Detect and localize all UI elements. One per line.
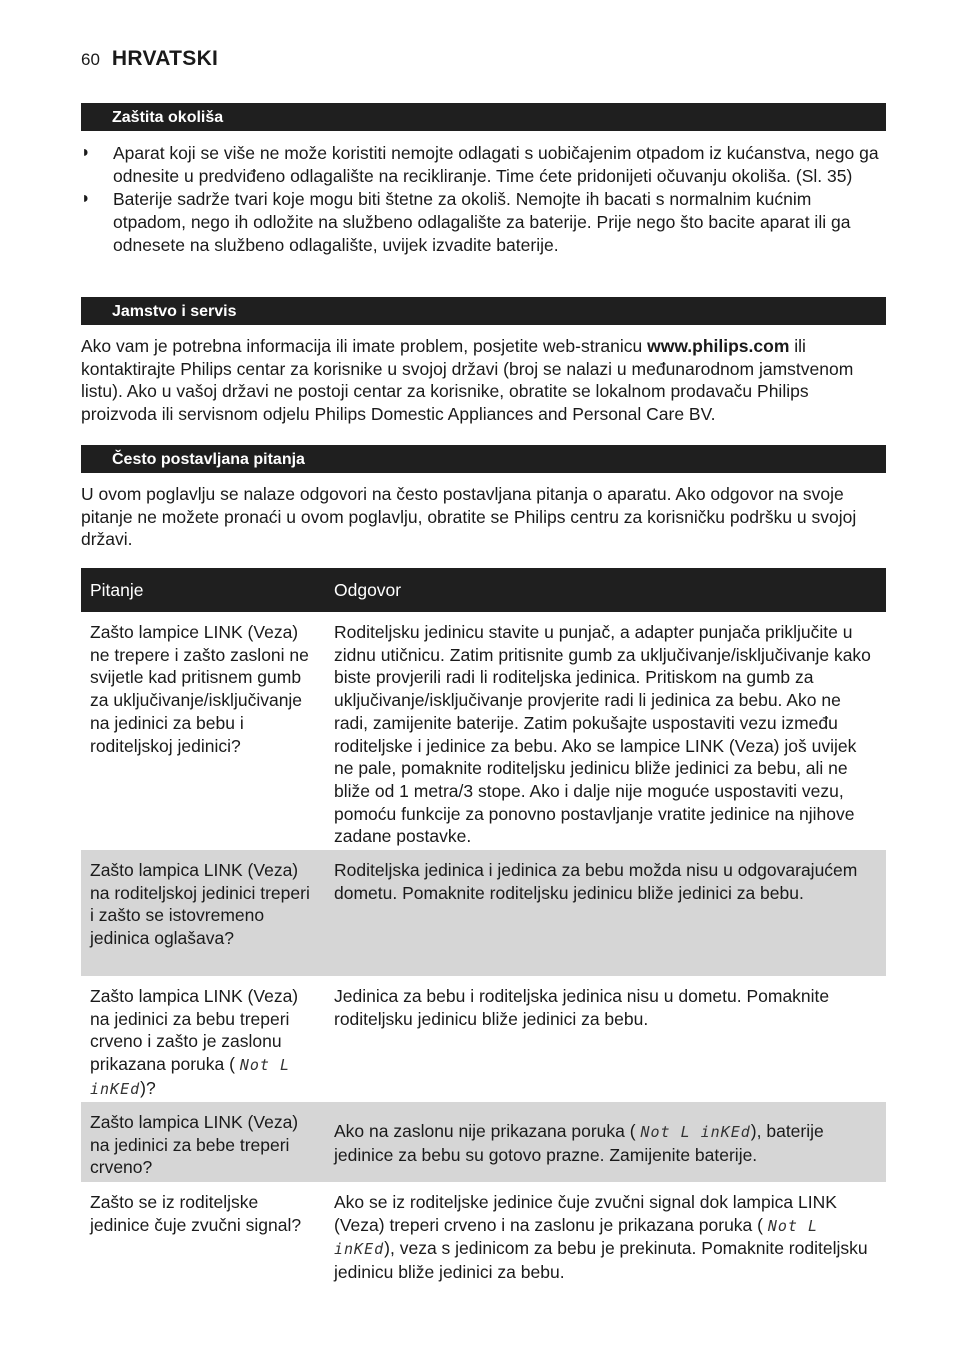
table-row [81, 1182, 886, 1282]
faq-question-text-end: )? [140, 1077, 156, 1098]
faq-question [81, 976, 326, 1102]
warranty-text-before: Ako vam je potrebna informacija ili imate problem, posjetite web-stranicu [81, 336, 648, 356]
faq-answer: Roditeljsku jedinicu stavite u punjač, a adapter punjača priključite u zidnu utičnicu. Zatim pritisnite gumb za uključivanje/isključivanje kako biste provjerili radi li roditeljska jedinica. Pritiskom na gumb za uključivanje/isključivanje provjerite radi li jedinica za bebu. Ako ne radi, zamijenite baterije. Zatim pokušajte uspostaviti vezu između roditeljske i jedinice za bebu. Ako se lampice LINK (Veza) još uvijek ne pale, pomaknite roditeljsku jedinicu bliže jedinici za bebu, ali ne bliže od 1 metra/3 stope. Ako i dalje nije moguće uspostaviti vezu, pomoću funkcije za ponovno postavljanje vratite jedinice na njihove zadane postavke. [334, 622, 871, 847]
faq-question: Zašto lampica LINK (Veza) na jedinici za bebe treperi crveno? [90, 1112, 299, 1178]
environment-bullet-list [81, 142, 886, 258]
faq-question: Zašto lampica LINK (Veza) na roditeljskoj jedinici treperi i zašto se istovremeno jedinica oglašava? [90, 860, 310, 949]
column-header-question: Pitanje [90, 579, 144, 600]
faq-question-text: Zašto lampica LINK (Veza) na jedinici za bebu treperi crveno i zašto je zaslonu prikazana poruka ( [90, 986, 299, 1075]
faq-answer: Jedinica za bebu i roditeljska jedinica nisu u dometu. Pomaknite roditeljsku jedinicu bliže jedinici za bebu. [334, 986, 830, 1029]
page-language-title: HRVATSKI [111, 47, 219, 70]
faq-answer-text-end: ), baterije jedinice za bebu su gotovo prazne. Zamijenite baterije. [334, 1120, 824, 1165]
faq-table [81, 568, 886, 1282]
warranty-paragraph [81, 335, 886, 426]
faq-answer-text: Ako se iz roditeljske jedinice čuje zvučni signal dok lampica LINK (Veza) treperi crveno i na zaslonu je prikazana poruka ( [334, 1192, 837, 1235]
philips-website-link[interactable]: www.philips.com [647, 336, 790, 356]
bullet-icon: ◗ [81, 190, 91, 208]
faq-answer: Roditeljska jedinica i jedinica za bebu možda nisu u odgovarajućem dometu. Pomaknite roditeljsku jedinicu bliže jedinici za bebu. [334, 860, 858, 903]
page-header [81, 47, 218, 75]
faq-question: Zašto lampice LINK (Veza) ne trepere i zašto zasloni ne svijetle kad pritisnem gumb za uključivanje/isključivanje na jedinici za bebu i roditeljskoj jedinici? [90, 622, 309, 756]
faq-question: Zašto se iz roditeljske jedinice čuje zvučni signal? [90, 1192, 302, 1235]
table-row [81, 612, 886, 850]
faq-answer [326, 1182, 886, 1282]
list-item [81, 142, 886, 187]
list-item [81, 188, 886, 256]
faq-table-header [81, 568, 886, 612]
section-heading-warranty: Jamstvo i servis [81, 297, 886, 325]
faq-answer [326, 1102, 886, 1182]
faq-answer-text: Ako na zaslonu nije prikazana poruka ( [334, 1120, 636, 1141]
bullet-text: Baterije sadrže tvari koje mogu biti štetne za okoliš. Nemojte ih bacati s normalnim kućnim otpadom, nego ih odložite na službeno odlagalište za baterije. Prije nego što bacite aparat ili ga odnesete na službeno odlagalište, uvijek izvadite baterije. [113, 189, 851, 255]
bullet-text: Aparat koji se više ne može koristiti nemojte odlagati s uobičajenim otpadom iz kućanstva, nego ga odnesite u predviđeno odlagalište na recikliranje. Time ćete pridonijeti očuvanju okoliša. (Sl. 35) [113, 143, 879, 186]
table-row [81, 976, 886, 1102]
table-row [81, 1102, 886, 1182]
faq-answer-text-end: ), veza s jedinicom za bebu je prekinuta. Pomaknite roditeljsku jedinicu bliže jedinici za bebu. [334, 1238, 868, 1283]
lcd-message: Not L inKEd [90, 1056, 290, 1098]
faq-intro: U ovom poglavlju se nalaze odgovori na često postavljana pitanja o aparatu. Ako odgovor na svoje pitanje ne možete pronaći u ovom poglavlju, obratite se Philips centru za korisničku podršku u svojoj državi. [81, 484, 857, 550]
lcd-message: Not L inKEd [334, 1216, 819, 1259]
table-row [81, 850, 886, 976]
bullet-icon: ◗ [81, 144, 91, 161]
page-number: 60 [81, 50, 100, 69]
section-heading-environment: Zaštita okoliša [81, 103, 886, 131]
warranty-text-after: ili kontaktirajte Philips centar za korisnike u svojoj državi (broj se nalazi u međunarodnom jamstvenom listu). Ako u vašoj državi ne postoji centar za korisnike, obratite se lokalnom prodavaču Philips proizvoda ili servisnom odjelu Philips Domestic Appliances and Personal Care BV. [81, 336, 854, 425]
lcd-message: Not L inKEd [640, 1122, 751, 1141]
section-heading-faq: Često postavljana pitanja [81, 445, 886, 473]
column-header-answer: Odgovor [334, 579, 402, 600]
